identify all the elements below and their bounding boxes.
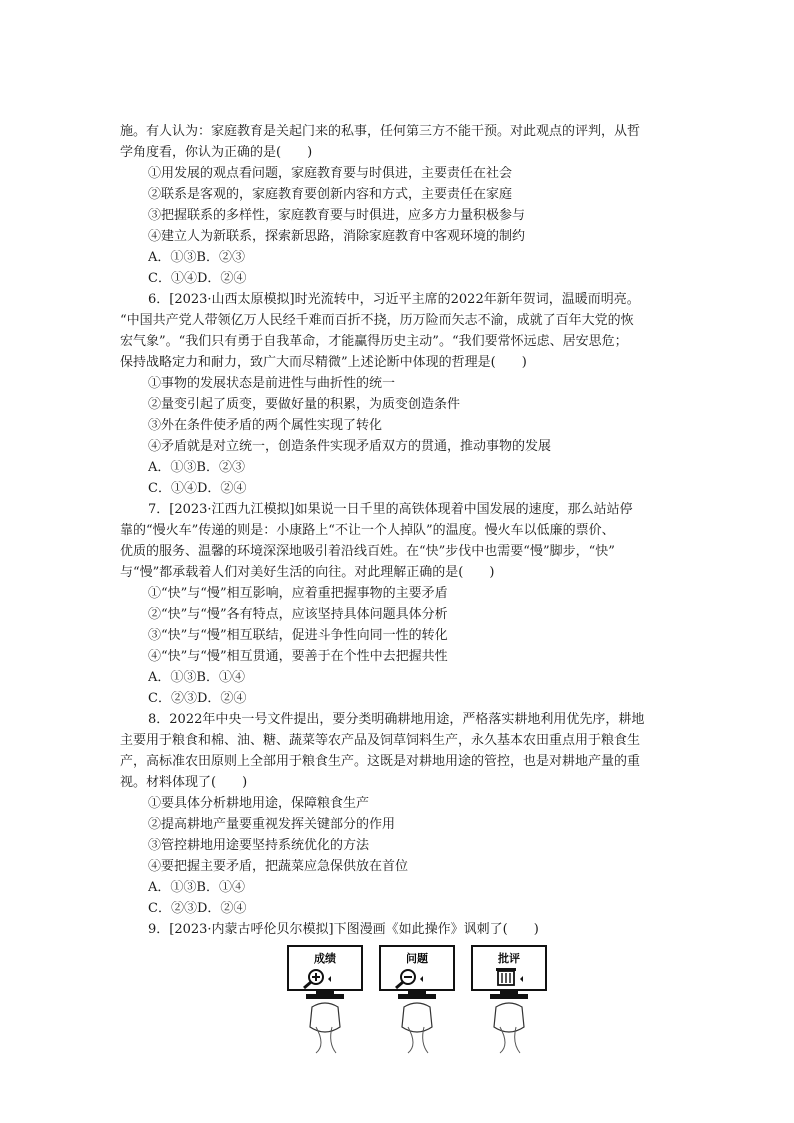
- intro-stem-line-2: 学角度看，你认为正确的是( ): [120, 145, 313, 160]
- intro-option-1: ①用发展的观点看问题，家庭教育要与时俱进，主要责任在社会: [148, 166, 513, 181]
- intro-option-2: ②联系是客观的，家庭教育要创新内容和方式，主要责任在家庭: [148, 187, 513, 202]
- q6-stem-line-4: 保持战略定力和耐力，致广大而尽精微”上述论断中体现的哲理是( ): [120, 355, 527, 370]
- q7-stem-line-4: 与“慢”都承载着人们对美好生活的向往。对此理解正确的是( ): [120, 565, 495, 580]
- q8-stem-line-4: 视。材料体现了( ): [120, 775, 248, 790]
- q8-option-3: ③管控耕地用途要坚持系统优化的方法: [148, 838, 370, 853]
- q7-option-1: ①“快”与“慢”相互影响，应着重把握事物的主要矛盾: [148, 586, 448, 601]
- panel-label-problems: 问题: [406, 952, 428, 965]
- intro-stem-line-1: 施。有人认为：家庭教育是关起门来的私事，任何第三方不能干预。对此观点的评判，从哲: [120, 124, 641, 139]
- q7-stem-line-2: 靠的“慢火车”传递的则是：小康路上“不让一个人掉队”的温度。慢火车以低廉的票价、: [120, 523, 615, 538]
- comic-illustration: [282, 945, 552, 1057]
- q8-choices-cd: C．②③D．②④: [148, 901, 247, 916]
- q6-choices-ab: A．①③B．②③: [148, 460, 245, 475]
- q8-option-4: ④要把握主要矛盾，把蔬菜应急保供放在首位: [148, 859, 409, 874]
- q7-stem-line-1: 7．[2023·江西九江模拟]如果说一日千里的高铁体现着中国发展的速度，那么站站停: [148, 502, 633, 517]
- q7-option-4: ④“快”与“慢”相互贯通，要善于在个性中去把握共性: [148, 649, 448, 664]
- q7-option-3: ③“快”与“慢”相互联结，促进斗争性向同一性的转化: [148, 628, 448, 643]
- panel-label-criticism: 批评: [498, 952, 520, 965]
- mouse-hand-icon: [494, 1003, 524, 1032]
- q6-option-1: ①事物的发展状态是前进性与曲折性的统一: [148, 376, 396, 391]
- q7-stem-line-3: 优质的服务、温馨的环境深深地吸引着沿线百姓。在“快”步伐中也需要“慢”脚步，“快”: [120, 544, 615, 559]
- monitor-panel-problems: [380, 946, 454, 1053]
- q6-option-4: ④矛盾就是对立统一，创造条件实现矛盾双方的贯通，推动事物的发展: [148, 439, 552, 454]
- intro-option-3: ③把握联系的多样性，家庭教育要与时俱进，应多方力量积极参与: [148, 208, 526, 223]
- intro-choices-ab: A．①③B．②③: [148, 250, 245, 265]
- q7-option-2: ②“快”与“慢”各有特点，应该坚持具体问题具体分析: [148, 607, 448, 622]
- q8-choices-ab: A．①③B．①④: [148, 880, 245, 895]
- q7-choices-cd: C．②③D．②④: [148, 691, 247, 706]
- monitor-panel-criticism: [472, 946, 546, 1053]
- trash-bin-icon: [496, 968, 516, 985]
- q8-stem-line-3: 产，高标准农田原则上全部用于粮食生产。这既是对耕地用途的管控，也是对耕地产量的重: [120, 754, 641, 769]
- q6-stem-line-2: “中国共产党人带领亿万人民经千难而百折不挠，历万险而矢志不渝，成就了百年大党的恢: [120, 313, 634, 328]
- q8-stem-line-1: 8．2022年中央一号文件提出，要分类明确耕地用途，严格落实耕地利用优先序，耕地: [148, 712, 645, 727]
- mouse-hand-icon: [402, 1003, 432, 1032]
- q6-stem-line-3: 宏气象”。“我们只有勇于自我革命，才能赢得历史主动”。“我们要常怀远虑、居安思危；: [120, 334, 628, 349]
- q8-option-1: ①要具体分析耕地用途，保障粮食生产: [148, 796, 370, 811]
- monitor-panel-achievements: [288, 946, 362, 1053]
- q9-stem-line-1: 9．[2023·内蒙古呼伦贝尔模拟]下图漫画《如此操作》讽刺了( ): [148, 922, 539, 937]
- q6-option-3: ③外在条件使矛盾的两个属性实现了转化: [148, 418, 383, 433]
- q6-choices-cd: C．①④D．②④: [148, 481, 247, 496]
- q6-stem-line-1: 6．[2023·山西太原模拟]时光流转中，习近平主席的2022年新年贺词，温暖而明亮。: [148, 292, 640, 307]
- intro-choices-cd: C．①④D．②④: [148, 271, 247, 286]
- intro-option-4: ④建立人为新联系，探索新思路，消除家庭教育中客观环境的制约: [148, 229, 526, 244]
- q8-stem-line-2: 主要用于粮食和棉、油、糖、蔬菜等农产品及饲草饲料生产，永久基本农田重点用于粮食生: [120, 733, 641, 748]
- q8-option-2: ②提高耕地产量要重视发挥关键部分的作用: [148, 817, 396, 832]
- q6-option-2: ②量变引起了质变，要做好量的积累，为质变创造条件: [148, 397, 461, 412]
- q7-choices-ab: A．①③B．①④: [148, 670, 245, 685]
- panel-label-achievements: 成绩: [314, 952, 336, 965]
- mouse-hand-icon: [310, 1003, 340, 1032]
